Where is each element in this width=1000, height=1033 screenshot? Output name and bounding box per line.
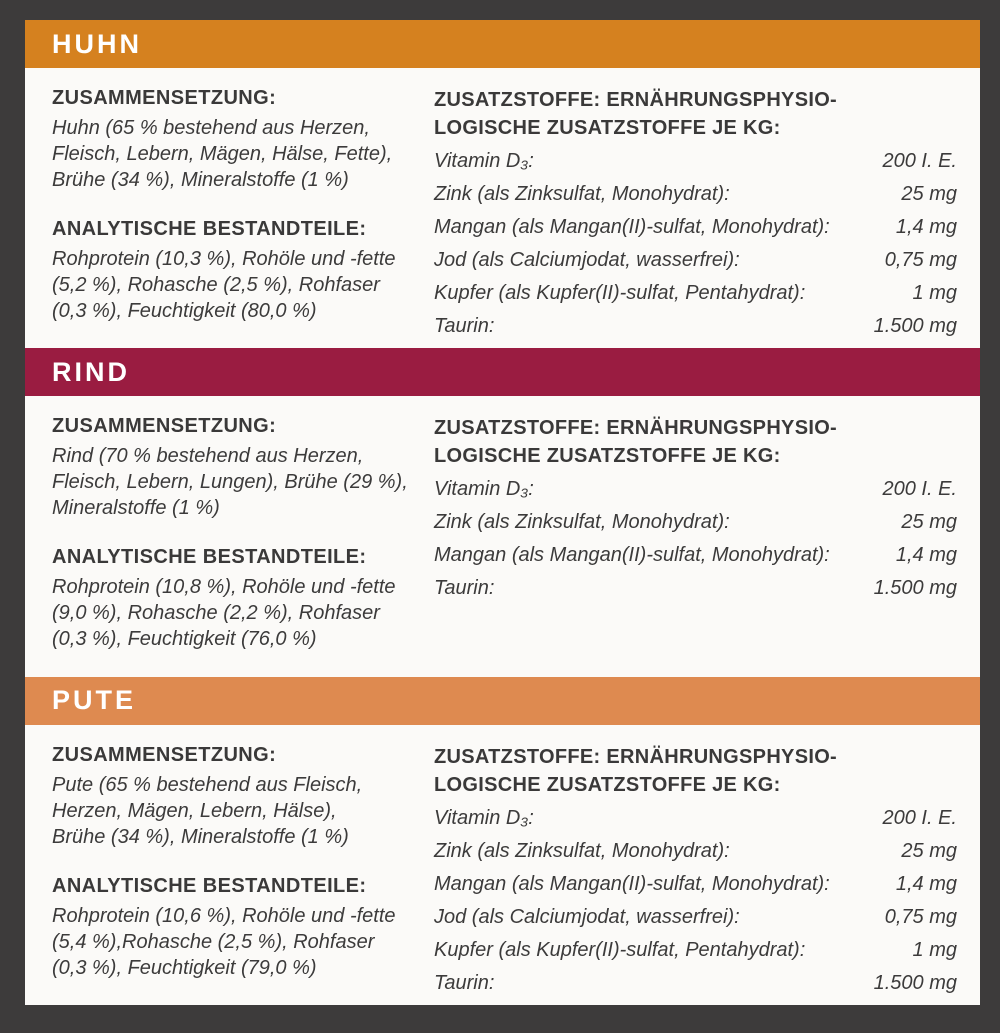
analytical-line: Rohprotein (10,6 %), Rohöle und -fette xyxy=(52,904,396,927)
additive-label: Taurin: xyxy=(434,315,495,337)
additive-label: Vitamin D₃: xyxy=(434,806,534,829)
additives-heading-line: ZUSATZSTOFFE: ERNÄHRUNGSPHYSIO- xyxy=(434,417,838,440)
additive-row xyxy=(434,211,957,244)
composition-block xyxy=(52,743,434,850)
additive-value: 1 mg xyxy=(912,282,957,304)
composition-title: ZUSAMMENSETZUNG: xyxy=(52,415,277,438)
section-header-band-pute xyxy=(25,677,980,725)
section-title-rind: RIND xyxy=(52,356,130,387)
additive-value: 25 mg xyxy=(901,511,957,534)
additive-value: 1,4 mg xyxy=(895,544,957,567)
additive-value: 1,4 mg xyxy=(895,872,957,895)
analytical-line: Rohprotein (10,8 %), Rohöle und -fette xyxy=(52,576,396,599)
additives-rows xyxy=(434,802,957,1000)
analytical-line: Rohprotein (10,3 %), Rohöle und -fette xyxy=(52,248,396,270)
section-content-huhn xyxy=(25,68,980,349)
additive-label: Mangan (als Mangan(II)-sulfat, Monohydrat): xyxy=(434,544,830,567)
section-header-band-rind xyxy=(25,348,980,396)
analytical-title: ANALYTISCHE BESTANDTEILE: xyxy=(52,546,367,569)
additive-label: Mangan (als Mangan(II)-sulfat, Monohydrat): xyxy=(434,872,830,895)
product-section-huhn xyxy=(25,20,980,348)
analytical-line: (0,3 %), Feuchtigkeit (80,0 %) xyxy=(52,300,317,322)
section-title-pute: PUTE xyxy=(52,685,137,716)
additive-label: Taurin: xyxy=(434,971,495,994)
additive-row xyxy=(434,473,957,506)
additive-value: 25 mg xyxy=(901,839,957,862)
additive-row xyxy=(434,539,957,572)
additive-row xyxy=(434,572,957,605)
composition-column xyxy=(52,414,434,670)
composition-block xyxy=(52,86,434,193)
additive-value: 1,4 mg xyxy=(895,216,957,238)
additive-row xyxy=(434,802,957,835)
additive-row xyxy=(434,967,957,1000)
additive-row xyxy=(434,901,957,934)
additive-label: Zink (als Zinksulfat, Monohydrat): xyxy=(434,839,730,862)
analytical-line: (5,4 %),Rohasche (2,5 %), Rohfaser xyxy=(52,930,375,953)
composition-line: Fleisch, Lebern, Mägen, Hälse, Fette), xyxy=(52,143,393,165)
additive-value: 25 mg xyxy=(901,183,957,205)
composition-column xyxy=(52,743,434,1000)
additive-label: Kupfer (als Kupfer(II)-sulfat, Pentahydrat): xyxy=(434,282,806,304)
additive-label: Kupfer (als Kupfer(II)-sulfat, Pentahydrat): xyxy=(434,938,806,961)
additives-rows xyxy=(434,145,957,343)
additive-label: Zink (als Zinksulfat, Monohydrat): xyxy=(434,183,730,205)
composition-line: Pute (65 % bestehend aus Fleisch, xyxy=(52,773,363,796)
additive-label: Vitamin D₃: xyxy=(434,150,534,172)
additive-value: 0,75 mg xyxy=(884,249,957,271)
additives-heading-line: LOGISCHE ZUSATZSTOFFE JE KG: xyxy=(434,117,781,139)
analytical-block xyxy=(52,874,434,981)
additives-rows xyxy=(434,473,957,605)
additives-heading-line: LOGISCHE ZUSATZSTOFFE JE KG: xyxy=(434,445,781,468)
additive-row xyxy=(434,277,957,310)
analytical-line: (5,2 %), Rohasche (2,5 %), Rohfaser xyxy=(52,274,380,296)
additive-value: 0,75 mg xyxy=(884,905,957,928)
product-section-pute xyxy=(25,677,980,1005)
analytical-title: ANALYTISCHE BESTANDTEILE: xyxy=(52,874,367,897)
analytical-block xyxy=(52,545,434,652)
label-card xyxy=(25,20,980,1005)
additive-label: Zink (als Zinksulfat, Monohydrat): xyxy=(434,511,730,534)
composition-title: ZUSAMMENSETZUNG: xyxy=(52,87,277,109)
additive-row xyxy=(434,244,957,277)
composition-column xyxy=(52,86,434,343)
composition-line: Brühe (34 %), Mineralstoffe (1 %) xyxy=(52,169,349,191)
product-section-rind xyxy=(25,348,980,676)
additives-column xyxy=(434,414,957,670)
additive-label: Jod (als Calciumjodat, wasserfrei): xyxy=(434,905,740,928)
additive-row xyxy=(434,310,957,343)
additive-value: 200 I. E. xyxy=(882,150,957,172)
additive-value: 1 mg xyxy=(912,938,957,961)
additive-row xyxy=(434,178,957,211)
additive-row xyxy=(434,868,957,901)
analytical-line: (9,0 %), Rohasche (2,2 %), Rohfaser xyxy=(52,602,380,625)
additive-value: 1.500 mg xyxy=(873,971,957,994)
analytical-line: (0,3 %), Feuchtigkeit (76,0 %) xyxy=(52,628,317,651)
additive-value: 1.500 mg xyxy=(873,315,957,337)
additives-heading-line: LOGISCHE ZUSATZSTOFFE JE KG: xyxy=(434,773,781,796)
composition-block xyxy=(52,414,434,521)
additive-row xyxy=(434,934,957,967)
additive-row xyxy=(434,145,957,178)
section-header-band-huhn xyxy=(25,20,980,68)
additive-label: Mangan (als Mangan(II)-sulfat, Monohydrat): xyxy=(434,216,830,238)
additive-label: Vitamin D₃: xyxy=(434,478,534,501)
section-title-huhn: HUHN xyxy=(52,28,142,59)
additives-heading xyxy=(434,414,957,470)
analytical-line: (0,3 %), Feuchtigkeit (79,0 %) xyxy=(52,956,317,979)
section-content-pute xyxy=(25,725,980,1006)
section-content-rind xyxy=(25,396,980,676)
additives-heading xyxy=(434,743,957,799)
additives-column xyxy=(434,86,957,343)
additive-value: 1.500 mg xyxy=(873,577,957,600)
additive-value: 200 I. E. xyxy=(882,806,957,829)
additive-row xyxy=(434,506,957,539)
additives-heading xyxy=(434,86,957,142)
additive-value: 200 I. E. xyxy=(882,478,957,501)
additive-label: Taurin: xyxy=(434,577,495,600)
composition-title: ZUSAMMENSETZUNG: xyxy=(52,743,277,766)
additive-row xyxy=(434,835,957,868)
analytical-block xyxy=(52,217,434,324)
composition-line: Brühe (34 %), Mineralstoffe (1 %) xyxy=(52,825,349,848)
composition-line: Huhn (65 % bestehend aus Herzen, xyxy=(52,117,370,139)
additives-column xyxy=(434,743,957,1000)
composition-line: Rind (70 % bestehend aus Herzen, xyxy=(52,445,364,468)
additives-heading-line: ZUSATZSTOFFE: ERNÄHRUNGSPHYSIO- xyxy=(434,89,838,111)
composition-line: Fleisch, Lebern, Lungen), Brühe (29 %), xyxy=(52,471,408,494)
additive-label: Jod (als Calciumjodat, wasserfrei): xyxy=(434,249,740,271)
composition-line: Herzen, Mägen, Lebern, Hälse), xyxy=(52,799,337,822)
analytical-title: ANALYTISCHE BESTANDTEILE: xyxy=(52,218,367,240)
composition-line: Mineralstoffe (1 %) xyxy=(52,497,220,520)
additives-heading-line: ZUSATZSTOFFE: ERNÄHRUNGSPHYSIO- xyxy=(434,745,838,768)
